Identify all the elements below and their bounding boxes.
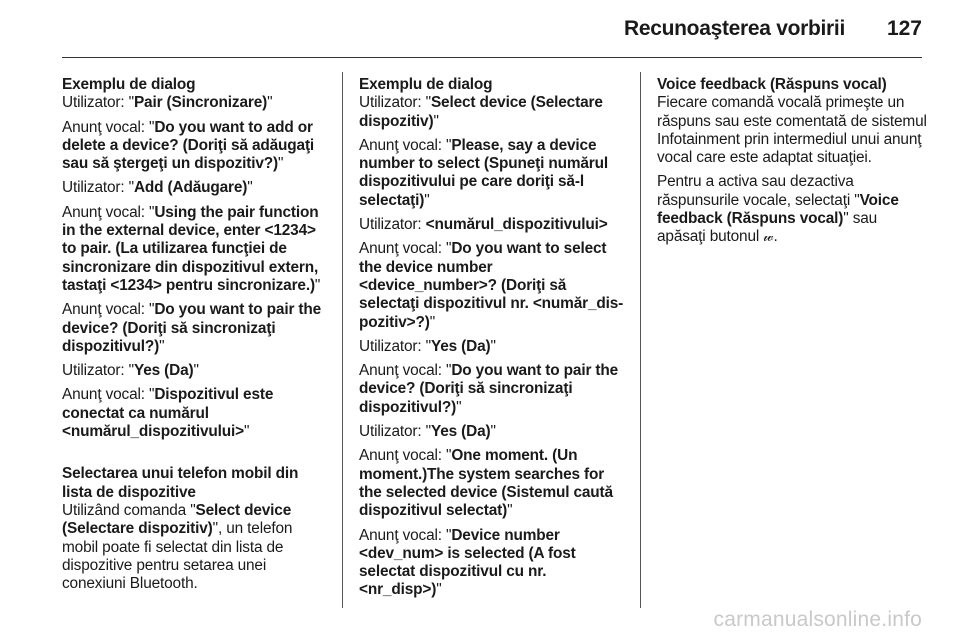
- dialog-line: Utilizator: "Select device (Selectare dispozitiv)": [359, 94, 603, 130]
- dialog-line: Utilizator: "Add (Adăugare)": [62, 179, 253, 197]
- dialog-line: Anunţ vocal: "Device number <dev_num> is selected (A fost selectat dispozitivul cu nr. <nr_disp>)": [359, 526, 576, 599]
- column-divider-2: [640, 72, 641, 608]
- dialog-line: Anunţ vocal: "Please, say a device number to select (Spuneţi numărul dispozitivului pe care doriţi să-l selectaţi)": [359, 136, 609, 209]
- column-left: [62, 76, 330, 599]
- dialog-line: Utilizator: "Yes (Da)": [359, 337, 496, 355]
- column-divider-1: [342, 72, 343, 608]
- page-header: [0, 0, 960, 58]
- column-middle: [359, 76, 627, 606]
- dialog-line: Anunţ vocal: "Dispozitivul este conectat ca numărul <numărul_dispozitivului>": [62, 386, 274, 441]
- dialog-line: Utilizator: "Yes (Da)": [359, 423, 496, 441]
- dialog-line: Anunţ vocal: "Do you want to pair the device? (Doriţi să sincronizaţi dispozitivul?)": [62, 301, 322, 355]
- column-right: [657, 76, 927, 253]
- dialog-line: Anunţ vocal: "Do you want to select the device number <device_number>? (Doriţi să selectaţi dispozitivul nr. <număr_dis-pozitiv>?)": [359, 240, 624, 331]
- body-paragraph: Fiecare comandă vocală primeşte un răspuns sau este comentată de sistemul Infotainment prin intermediul unui anunţ vocal care este adaptat situaţiei.: [657, 94, 927, 167]
- page-title: Recunoaşterea vorbirii: [624, 17, 845, 40]
- section-heading: Exemplu de dialog: [359, 76, 493, 93]
- dialog-line: Anunţ vocal: "One moment. (Un moment.)The system searches for the selected device (Sistemul caută dispozitivul selectat)": [359, 447, 613, 520]
- dialog-line: Anunţ vocal: "Do you want to add or delete a device? (Doriţi să adăugaţi sau să ştergeţi un dispozitiv?)": [62, 118, 315, 173]
- section-heading: Exemplu de dialog: [62, 76, 196, 93]
- dialog-line: Utilizator: "Pair (Sincronizare)": [62, 94, 273, 112]
- dialog-line: Anunţ vocal: "Do you want to pair the device? (Doriţi să sincronizaţi dispozitivul?)": [359, 362, 619, 416]
- dialog-line: Anunţ vocal: "Using the pair function in the external device, enter <1234> to pair. (La utilizarea funcţiei de sincronizare din dispozitivul extern, tastaţi <1234> pentru sincronizare.)": [62, 203, 321, 294]
- body-paragraph: Pentru a activa sau dezactiva răspunsurile vocale, selectaţi "Voice feedback (Răspuns vocal)" sau apăsaţi butonul 𝓌.: [657, 173, 899, 246]
- body-paragraph: Utilizând comanda "Select device (Selectare dispozitiv)", un telefon mobil poate fi selectat din lista de dispozitive pentru setarea unei conexiuni Bluetooth.: [62, 501, 293, 593]
- page-number: 127: [886, 17, 922, 40]
- section-heading: Selectarea unui telefon mobil din lista de dispozitive: [62, 465, 299, 501]
- section-heading: Voice feedback (Răspuns vocal): [657, 76, 887, 93]
- header-divider: [62, 57, 922, 58]
- voice-control-icon: 𝓌: [763, 228, 774, 246]
- dialog-line: Utilizator: "Yes (Da)": [62, 362, 199, 380]
- dialog-line: Utilizator: <numărul_dispozitivului>: [359, 216, 608, 234]
- watermark: carmanualsonline.info: [713, 608, 922, 631]
